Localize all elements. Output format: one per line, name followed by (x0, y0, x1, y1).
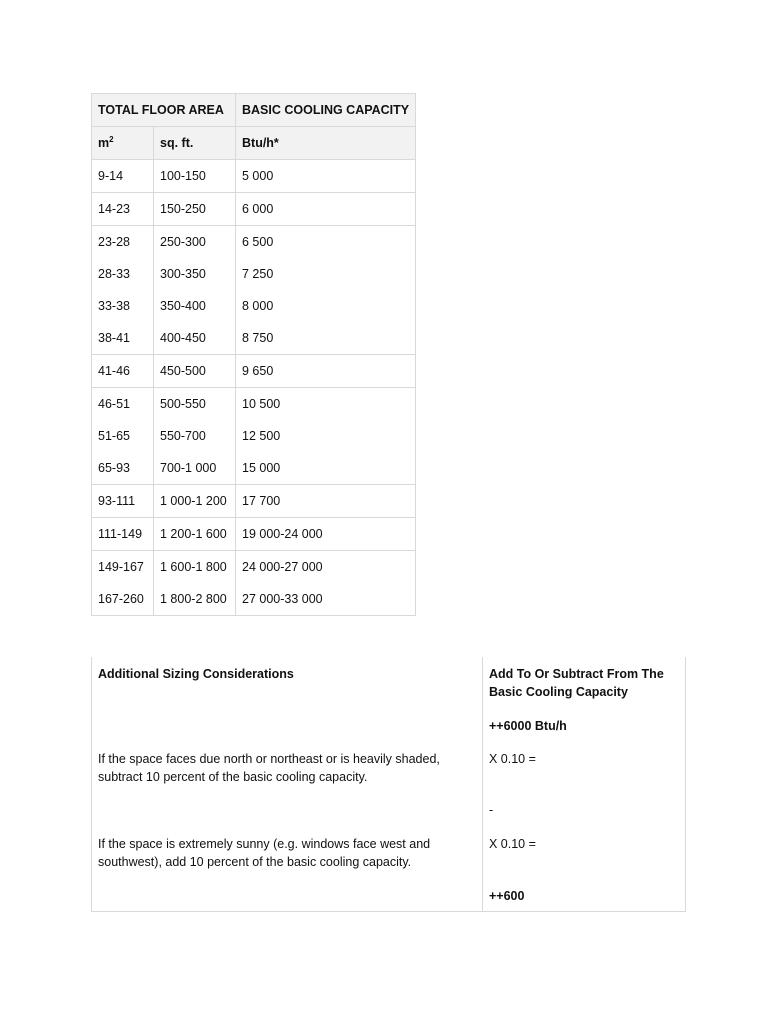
floor-area-sqft-cell: 150-250 (154, 193, 236, 226)
floor-area-m2-cell: 23-28 (92, 226, 154, 259)
cooling-capacity-cell: 15 000 (236, 452, 416, 485)
table-row (92, 322, 416, 355)
table-row (92, 258, 416, 290)
floor-area-m2-cell: 33-38 (92, 290, 154, 322)
units-row (92, 127, 416, 160)
table-row (92, 518, 416, 551)
cooling-capacity-cell: 5 000 (236, 160, 416, 193)
north-result: - (489, 803, 494, 817)
floor-area-sqft-cell: 1 200-1 600 (154, 518, 236, 551)
sizing-considerations-table (91, 657, 686, 912)
table-row (92, 355, 416, 388)
additional-sizing-header: Additional Sizing Considerations (98, 667, 294, 681)
floor-area-m2-cell: 51-65 (92, 420, 154, 452)
floor-area-sqft-cell: 450-500 (154, 355, 236, 388)
floor-area-m2-cell: 149-167 (92, 551, 154, 584)
table-row (92, 160, 416, 193)
unit-m2-header: $m^2$ (92, 127, 154, 160)
floor-area-m2-cell: 38-41 (92, 322, 154, 355)
sunny-description: If the space is extremely sunny (e.g. windows face west and southwest), add 10 percent of the basic cooling capacity. (98, 837, 431, 869)
cooling-capacity-cell: 8 750 (236, 322, 416, 355)
cooling-capacity-cell: 19 000-24 000 (236, 518, 416, 551)
table-row (92, 290, 416, 322)
floor-area-m2-cell: 46-51 (92, 388, 154, 421)
table-row (92, 583, 416, 616)
table-row (92, 420, 416, 452)
table-row (92, 193, 416, 226)
table-row (92, 452, 416, 485)
floor-area-sqft-cell: 700-1 000 (154, 452, 236, 485)
floor-area-sqft-cell: 500-550 (154, 388, 236, 421)
cooling-capacity-cell: 24 000-27 000 (236, 551, 416, 584)
floor-area-m2-cell: 65-93 (92, 452, 154, 485)
cooling-capacity-cell: 6 000 (236, 193, 416, 226)
base-capacity-value: ++6000 Btu/h (489, 719, 567, 733)
cooling-capacity-cell: 27 000-33 000 (236, 583, 416, 616)
table-row (92, 226, 416, 259)
floor-area-m2-cell: 167-260 (92, 583, 154, 616)
total-floor-area-header: TOTAL FLOOR AREA (92, 94, 236, 127)
floor-area-m2-cell: 41-46 (92, 355, 154, 388)
floor-area-m2-cell: 111-149 (92, 518, 154, 551)
cooling-capacity-cell: 17 700 (236, 485, 416, 518)
cooling-capacity-cell: 6 500 (236, 226, 416, 259)
north-facing-description: If the space faces due north or northeast or is heavily shaded, subtract 10 percent of the basic cooling capacity. (98, 752, 440, 784)
floor-area-sqft-cell: 100-150 (154, 160, 236, 193)
table-header-row (92, 94, 416, 127)
floor-area-sqft-cell: 1 600-1 800 (154, 551, 236, 584)
column-divider (482, 657, 483, 911)
floor-area-table (91, 93, 416, 616)
floor-area-sqft-cell: 1 000-1 200 (154, 485, 236, 518)
floor-area-sqft-cell: 400-450 (154, 322, 236, 355)
floor-area-m2-cell: 28-33 (92, 258, 154, 290)
cooling-capacity-cell: 9 650 (236, 355, 416, 388)
table-row (92, 551, 416, 584)
basic-cooling-capacity-header: BASIC COOLING CAPACITY (236, 94, 416, 127)
floor-area-m2-cell: 14-23 (92, 193, 154, 226)
floor-area-m2-cell: 9-14 (92, 160, 154, 193)
floor-area-m2-cell: 93-111 (92, 485, 154, 518)
sunny-result: ++600 (489, 889, 525, 903)
table-row (92, 485, 416, 518)
floor-area-sqft-cell: 550-700 (154, 420, 236, 452)
floor-area-sqft-cell: 300-350 (154, 258, 236, 290)
unit-sqft-header: sq. ft. (154, 127, 236, 160)
cooling-capacity-cell: 10 500 (236, 388, 416, 421)
floor-area-sqft-cell: 1 800-2 800 (154, 583, 236, 616)
cooling-capacity-cell: 12 500 (236, 420, 416, 452)
floor-area-sqft-cell: 250-300 (154, 226, 236, 259)
cooling-capacity-cell: 7 250 (236, 258, 416, 290)
floor-area-sqft-cell: 350-400 (154, 290, 236, 322)
add-subtract-header: Add To Or Subtract From The Basic Cooling Capacity (489, 667, 664, 699)
table-row (92, 388, 416, 421)
unit-btu-header: Btu/h* (236, 127, 416, 160)
cooling-capacity-cell: 8 000 (236, 290, 416, 322)
north-formula: X 0.10 = (489, 752, 536, 766)
sunny-formula: X 0.10 = (489, 837, 536, 851)
